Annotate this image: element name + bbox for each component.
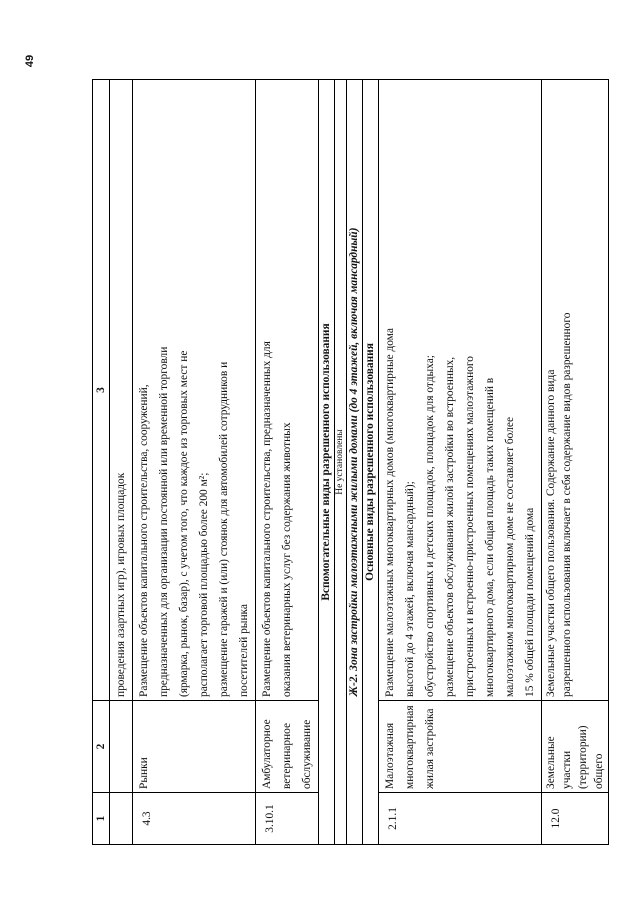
description-line: Размещение объектов капитального строительства, предназначенных для <box>261 341 273 697</box>
row-name: Амбулаторное ветеринарное обслуживание <box>256 701 319 793</box>
table-row-markets <box>133 80 256 845</box>
header-col-3: 3 <box>93 80 110 701</box>
row-code: 3.10.1 <box>256 793 319 845</box>
row-name: Земельные участки (территории) общего <box>542 701 609 793</box>
description-line: многоквартирного дома, если общая площадь таких помещений в <box>484 377 496 697</box>
description-line: высотой до 4 этажей, включая мансардный); <box>404 481 416 697</box>
table-header-row <box>93 80 110 845</box>
row-description <box>133 80 256 701</box>
row-code: 2.1.1 <box>379 793 542 845</box>
section-heading-main: Основные виды разрешенного использования <box>363 80 379 845</box>
header-col-1: 1 <box>93 793 110 845</box>
section-row-not-set <box>335 80 347 845</box>
table-row-common-land <box>542 80 609 845</box>
page-number: 49 <box>24 54 36 68</box>
table-row-continued <box>110 80 133 845</box>
description-line: Земельные участки общего пользования. Содержание данного вида <box>545 369 557 697</box>
description-line: располагает торговой площадью более 200 м²; <box>198 472 210 697</box>
description-line: разрешенного использования включает в себя содержание видов разрешенного <box>561 312 573 697</box>
row-name <box>110 701 133 793</box>
header-col-2: 2 <box>93 701 110 793</box>
description-line: предназначенных для организации постоянной или временной торговли <box>158 346 170 697</box>
row-code: 12.0 <box>542 793 609 845</box>
row-code: 4.3 <box>133 793 256 845</box>
section-heading-auxiliary: Вспомогательные виды разрешенного использования <box>319 80 335 845</box>
land-use-table <box>92 79 609 845</box>
row-description <box>379 80 542 701</box>
description-line: Размещение малоэтажных многоквартирных домов (многоквартирные дома <box>384 328 396 697</box>
row-code <box>110 793 133 845</box>
description-line: оказания ветеринарных услуг без содержания животных <box>281 422 293 697</box>
description-line: малоэтажном многоквартирном доме не составляет более <box>504 416 516 697</box>
not-set-note: Не установлены <box>335 80 347 845</box>
description-line: Размещение объектов капитального строительства, сооружений, <box>138 384 150 697</box>
zone-row-zh2 <box>347 80 363 845</box>
zone-heading: Ж-2. Зона застройки малоэтажными жилыми домами (до 4 этажей, включая мансардный) <box>347 80 363 845</box>
row-name: Малоэтажная многоквартирная жилая застройка <box>379 701 542 793</box>
table-row-vet-clinic <box>256 80 319 845</box>
section-row-main <box>363 80 379 845</box>
description-line: обустройство спортивных и детских площадок, площадок для отдыха; <box>424 355 436 697</box>
row-description <box>542 80 609 701</box>
row-description <box>256 80 319 701</box>
description-line: (ярмарка, рынок, базар), с учетом того, что каждое из торговых мест не <box>178 350 190 697</box>
description-line: размещение гаражей и (или) стоянок для автомобилей сотрудников и <box>218 361 230 697</box>
description-line: размещение объектов обслуживания жилой застройки во встроенных, <box>444 356 456 697</box>
description-line: 15 % общей площади помещений дома <box>524 507 536 697</box>
section-row-auxiliary <box>319 80 335 845</box>
description-line: пристроенных и встроенно-пристроенных помещениях малоэтажного <box>464 355 476 697</box>
row-description: проведения азартных игр), игровых площадок <box>110 80 133 701</box>
table-row-lowrise-housing <box>379 80 542 845</box>
description-line: посетителей рынка <box>238 604 250 697</box>
row-name: Рынки <box>133 701 256 793</box>
rotated-page-content <box>92 79 605 845</box>
